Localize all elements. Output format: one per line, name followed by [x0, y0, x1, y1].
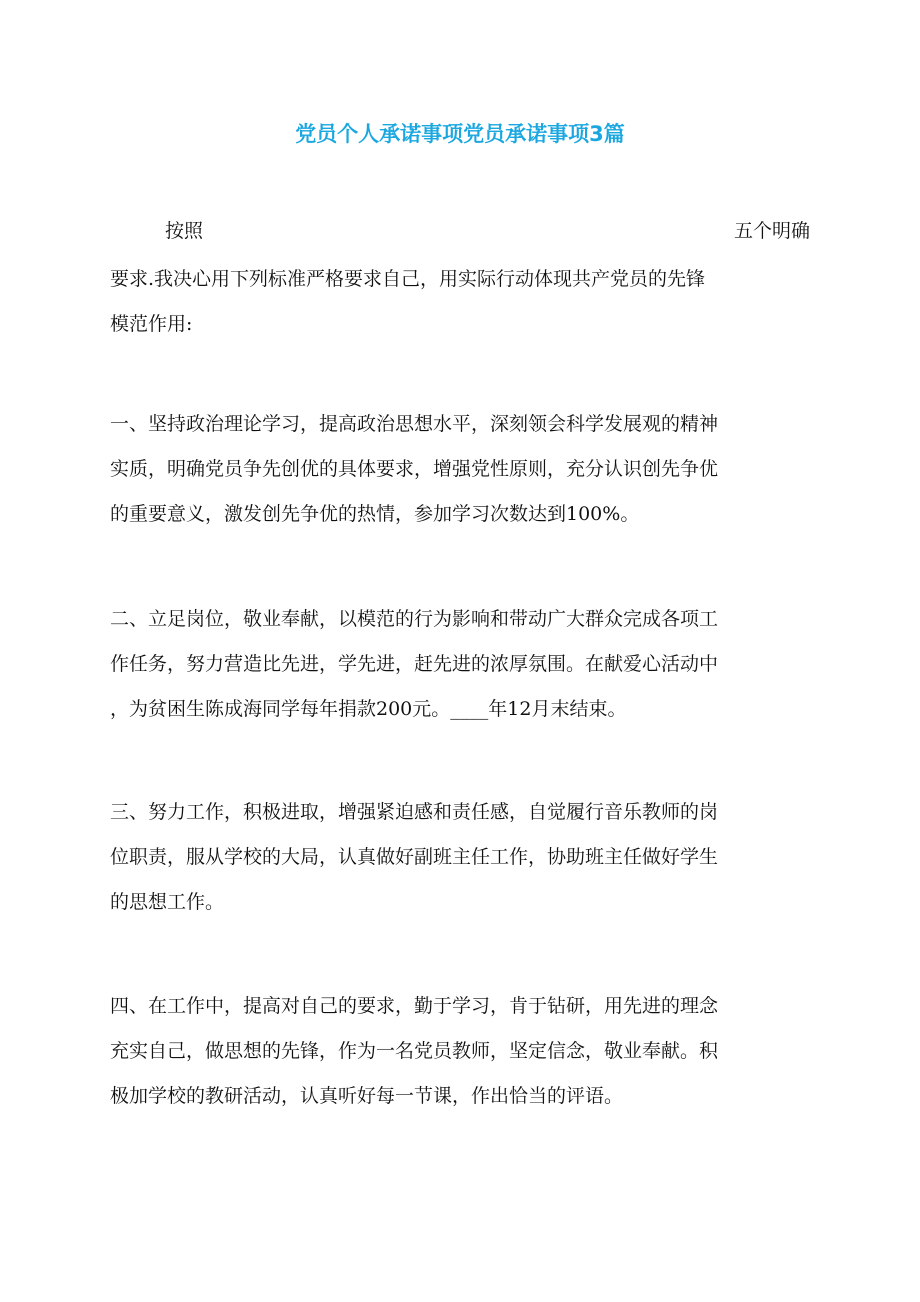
section-line: 一、坚持政治理论学习，提高政治思想水平，深刻领会科学发展观的精神: [110, 413, 719, 435]
section-line: 位职责，服从学校的大局，认真做好副班主任工作，协助班主任做好学生: [110, 846, 719, 868]
section-line: 充实自己，做思想的先锋，作为一名党员教师，坚定信念，敬业奉献。积: [110, 1040, 719, 1062]
section-line: 极加学校的教研活动，认真听好每一节课，作出恰当的评语。: [110, 1085, 624, 1107]
intro-first-line: [110, 213, 810, 249]
commitment-section-4: [110, 984, 810, 1119]
section-line: 三、努力工作，积极进取，增强紧迫感和责任感，自觉履行音乐教师的岗: [110, 801, 719, 823]
intro-line: 要求.我决心用下列标准严格要求自己，用实际行动体现共产党员的先锋: [110, 268, 706, 290]
intro-right-text: 五个明确: [733, 220, 810, 242]
section-line: 的思想工作。: [110, 891, 225, 913]
section-line: 作任务，努力营造比先进，学先进，赶先进的浓厚氛围。在献爱心活动中: [110, 653, 719, 675]
commitment-section-1: [110, 402, 810, 537]
intro-left-text: 按照: [165, 220, 204, 242]
intro-paragraph: [110, 257, 810, 347]
section-line: 四、在工作中，提高对自己的要求，勤于学习，肯于钻研，用先进的理念: [110, 995, 719, 1017]
section-line: 实质，明确党员争先创优的具体要求，增强党性原则，充分认识创先争优: [110, 458, 719, 480]
intro-line: 模范作用:: [110, 313, 193, 335]
commitment-section-2: [110, 597, 810, 732]
commitment-section-3: [110, 790, 810, 925]
section-line: 的重要意义，激发创先争优的热情，参加学习次数达到100%。: [110, 503, 640, 525]
section-line: 二、立足岗位，敬业奉献，以模范的行为影响和带动广大群众完成各项工: [110, 608, 719, 630]
section-line: ，为贫困生陈成海同学每年捐款200元。____年12月末结束。: [110, 698, 627, 720]
document-title: 党员个人承诺事项党员承诺事项3篇: [295, 122, 625, 146]
